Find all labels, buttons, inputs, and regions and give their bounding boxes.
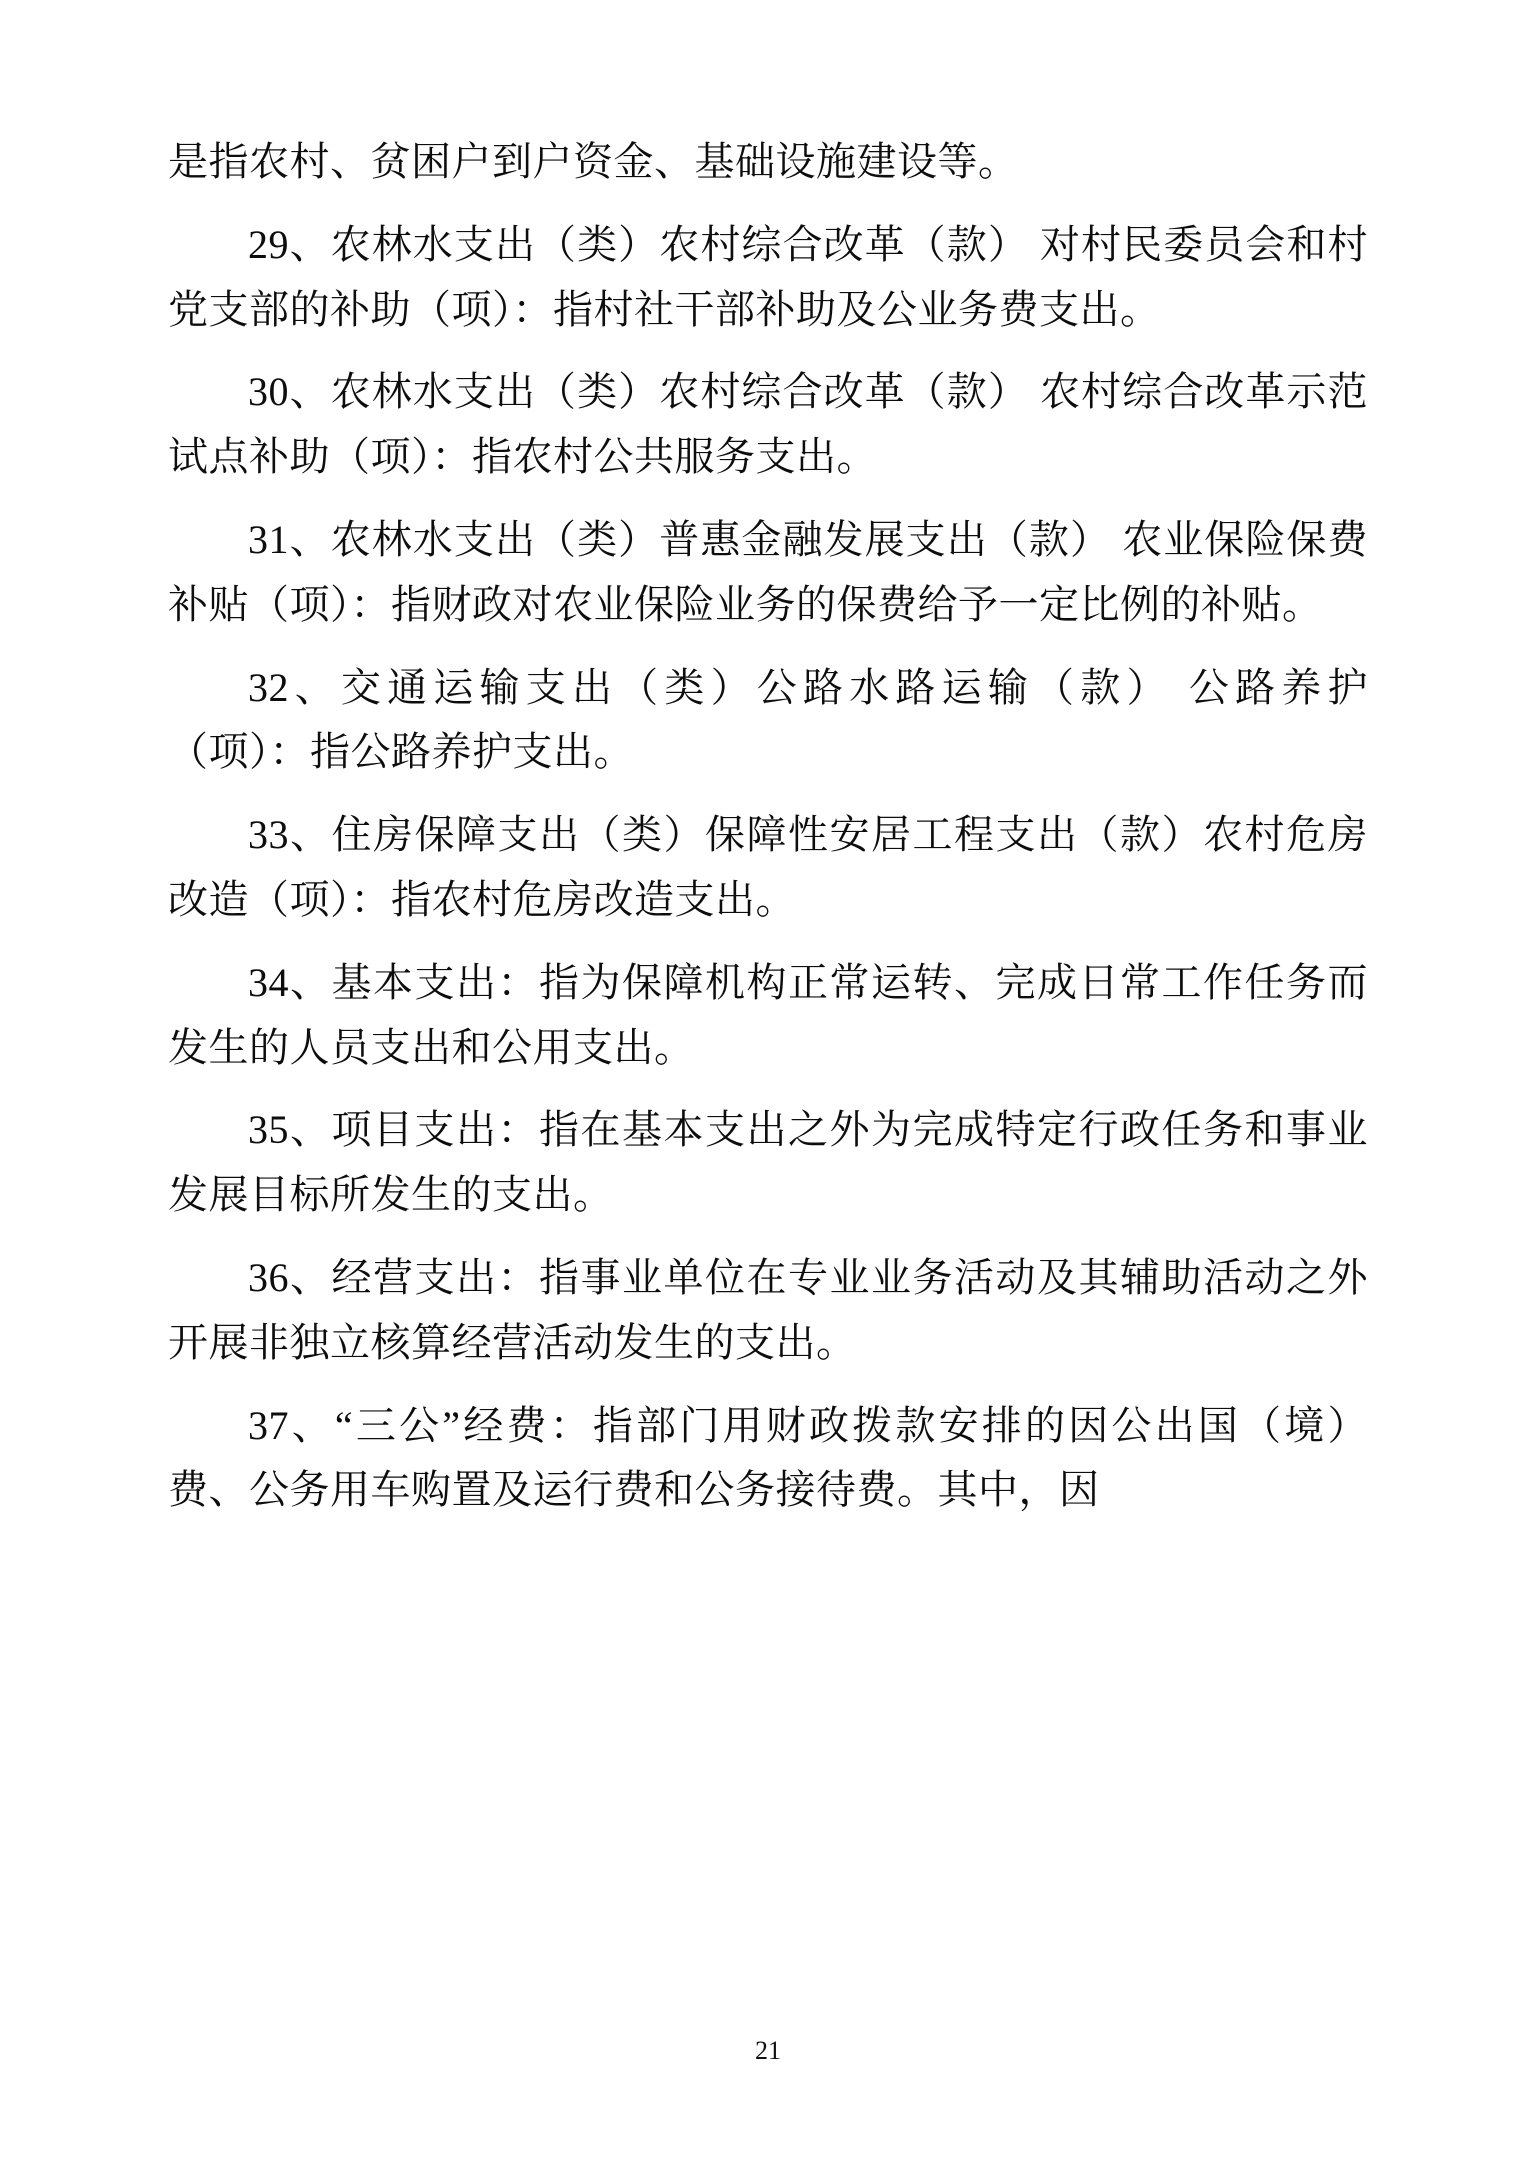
paragraph-item-36: 36、经营支出：指事业单位在专业业务活动及其辅助活动之外开展非独立核算经营活动发生的支出。 [168, 1254, 1368, 1365]
page-number: 21 [755, 2036, 781, 2065]
paragraph-item-31: 31、农林水支出（类）普惠金融发展支出（款） 农业保险保费补贴（项）：指财政对农业保险业务的保费给予一定比例的补贴。 [168, 516, 1368, 627]
paragraph-continued: 是指农村、贫困户到户资金、基础设施建设等。 [168, 139, 1019, 184]
paragraph-item-33: 33、住房保障支出（类）保障性安居工程支出（款）农村危房改造（项）：指农村危房改造支出。 [168, 812, 1368, 922]
paragraph-item-37: 37、“三公”经费：指部门用财政拨款安排的因公出国（境）费、公务用车购置及运行费和公务接待费。其中，因 [168, 1402, 1368, 1513]
document-body [168, 130, 1368, 1523]
paragraph-item-29: 29、农林水支出（类）农村综合改革（款） 对村民委员会和村党支部的补助（项）：指村社干部补助及公业务费支出。 [168, 221, 1368, 332]
paragraph-item-30: 30、农林水支出（类）农村综合改革（款） 农村综合改革示范试点补助（项）：指农村公共服务支出。 [168, 369, 1368, 480]
paragraph-item-34: 34、基本支出：指为保障机构正常运转、完成日常工作任务而发生的人员支出和公用支出。 [168, 959, 1368, 1070]
paragraph-item-32: 32、交通运输支出（类）公路水路运输（款） 公路养护（项）：指公路养护支出。 [168, 664, 1368, 775]
paragraph-item-35: 35、项目支出：指在基本支出之外为完成特定行政任务和事业发展目标所发生的支出。 [168, 1107, 1368, 1218]
